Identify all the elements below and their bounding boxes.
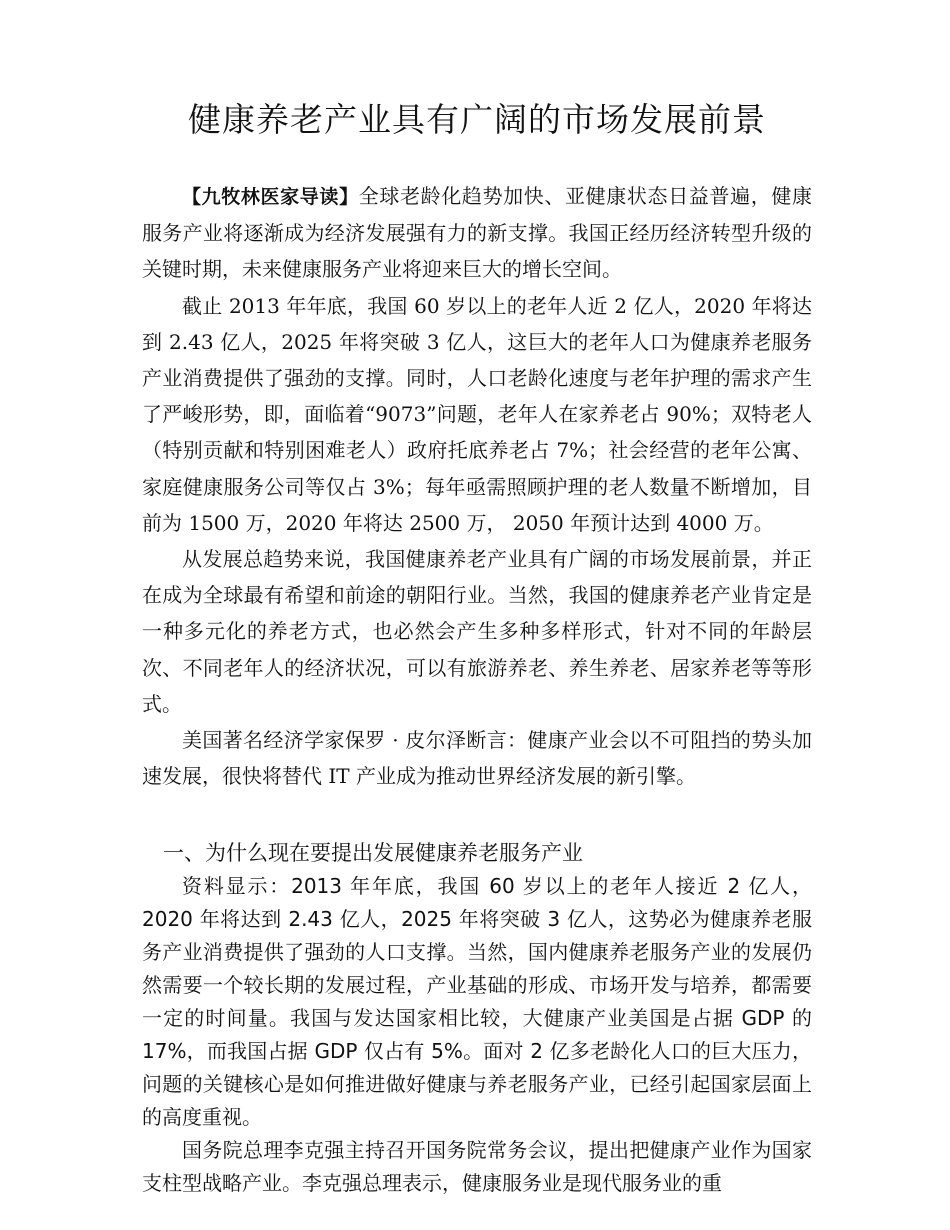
lead-text: 全球老龄化趋势加快、亚健康状态日益普遍，健康服务产业将逐渐成为经济发展强有力的新支撑。我国正经历经济转型升级的关键时期，未来健康服务产业将迎来巨大的增长空间。 bbox=[142, 184, 812, 282]
body-paragraph: 截止 2013 年年底，我国 60 岁以上的老年人近 2 亿人，2020 年将达到 2.43 亿人，2025 年将突破 3 亿人，这巨大的老年人口为健康养老服务产业消费提供了强劲的支撑。同时，人口老龄化速度与老年护理的需求产生了严峻形势，即，面临着“9073”问题，老年人在家养老占 90%；双特老人（特别贡献和特别困难老人）政府托底养老占 7%；社会经营的老年公寓、家庭健康服务公司等仅占 3%；每年亟需照顾护理的老人数量不断增加，目前为 1500 万，2020 年将达 2500 万， 2050 年预计达到 4000 万。 bbox=[142, 293, 812, 535]
body-paragraph: 从发展总趋势来说，我国健康养老产业具有广阔的市场发展前景，并正在成为全球最有希望和前途的朝阳行业。当然，我国的健康养老产业肯定是一种多元化的养老方式，也必然会产生多种多样形式，针对不同的年龄层次、不同老年人的经济状况，可以有旅游养老、养生养老、居家养老等等形式。 bbox=[142, 547, 812, 716]
lead-label: 【九牧林医家导读】 bbox=[182, 186, 359, 208]
intro-section bbox=[142, 178, 812, 794]
body-paragraph: 美国著名经济学家保罗 · 皮尔泽断言：健康产业会以不可阻挡的势头加速发展，很快将替代 IT 产业成为推动世界经济发展的新引擎。 bbox=[142, 728, 812, 789]
document-page bbox=[142, 98, 812, 1200]
section-paragraph: 资料显示：2013 年年底，我国 60 岁以上的老年人接近 2 亿人，2020 年将达到 2.43 亿人，2025 年将突破 3 亿人，这势必为健康养老服务产业消费提供了强劲的人口支撑。当然，国内健康养老服务产业的发展仍然需要一个较长期的发展过程，产业基础的形成、市场开发与培养，都需要一定的时间量。我国与发达国家相比较，大健康产业美国是占据 GDP 的 17%，而我国占据 GDP 仅占有 5%。面对 2 亿多老龄化人口的巨大压力，问题的关键核心是如何推进做好健康与养老服务产业，已经引起国家层面上的高度重视。 bbox=[142, 874, 812, 1130]
lead-paragraph bbox=[142, 178, 812, 288]
section-paragraph: 国务院总理李克强主持召开国务院常务会议，提出把健康产业作为国家支柱型战略产业。李克强总理表示，健康服务业是现代服务业的重 bbox=[142, 1138, 812, 1196]
document-title: 健康养老产业具有广阔的市场发展前景 bbox=[188, 100, 766, 139]
section-1-body bbox=[142, 870, 812, 1200]
section-heading: 一、为什么现在要提出发展健康养老服务产业 bbox=[163, 841, 583, 866]
